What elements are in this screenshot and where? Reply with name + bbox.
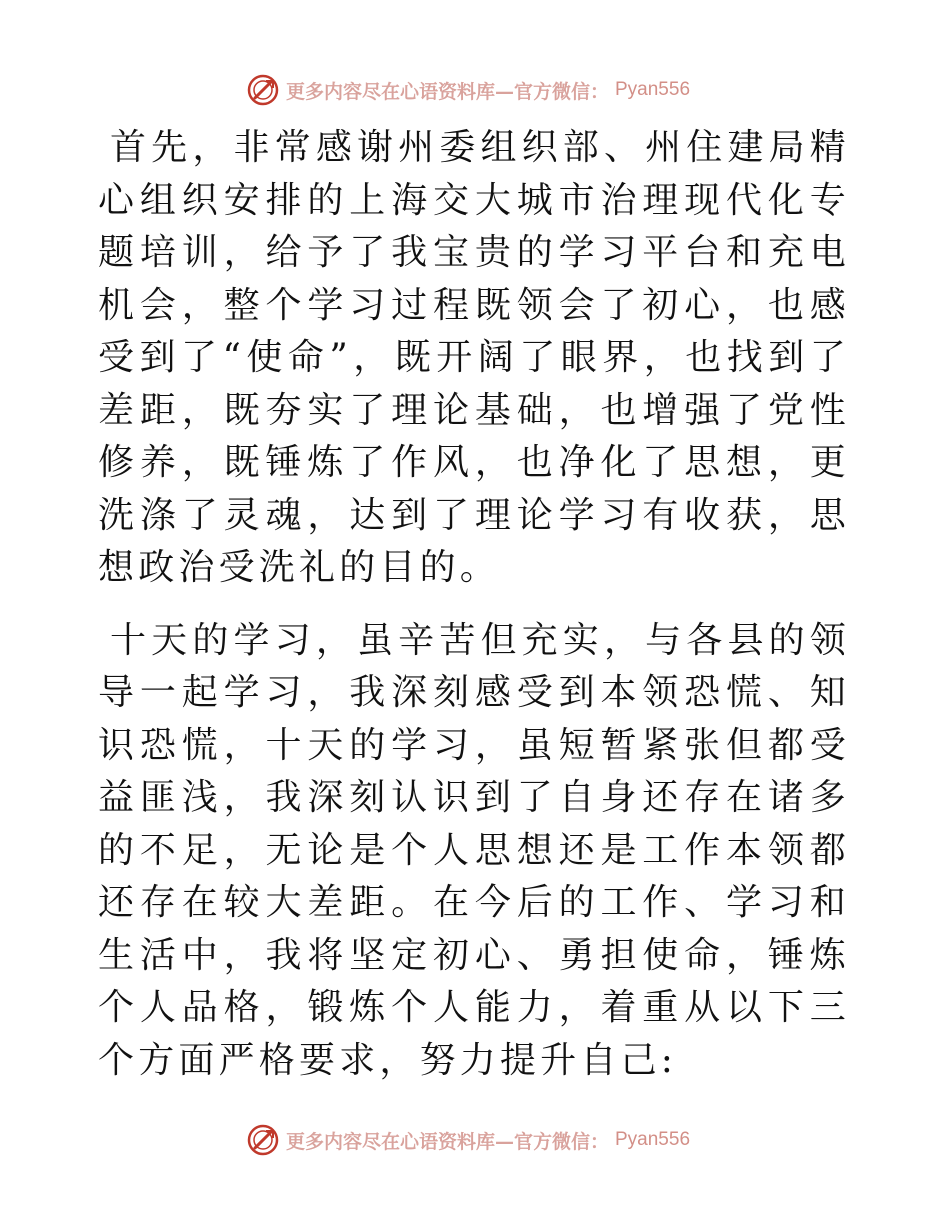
footer-banner-text: 更多内容尽在心语资料库—官方微信： bbox=[285, 1130, 609, 1153]
header-banner-text: 更多内容尽在心语资料库—官方微信： bbox=[285, 80, 609, 103]
footer-wechat-id: Pyan556 bbox=[615, 1129, 691, 1150]
paragraph-1: 首先，非常感谢州委组织部、州住建局精心组织安排的上海交大城市治理现代化专题培训，给予了我宝贵的学习平台和充电机会，整个学习过程既领会了初心，也感受到了“使命”，既开阔了眼界，也找到了差距，既夯实了理论基础，也增强了党性修养，既锤炼了作风，也净化了思想，更洗涤了灵魂，达到了理论学习有收获，思想政治受洗礼的目的。 bbox=[98, 127, 850, 588]
paragraph-2: 十天的学习，虽辛苦但充实，与各县的领导一起学习，我深刻感受到本领恐慌、知识恐慌，十天的学习，虽短暂紧张但都受益匪浅，我深刻认识到了自身还存在诸多的不足，无论是个人思想还是工作本领都还存在较大差距。在今后的工作、学习和生活中，我将坚定初心、勇担使命，锤炼个人品格，锻炼个人能力，着重从以下三个方面严格要求，努力提升自己: bbox=[98, 619, 850, 1081]
seal-logo-icon bbox=[246, 73, 280, 107]
footer-banner bbox=[0, 1120, 950, 1160]
header-wechat-id: Pyan556 bbox=[615, 79, 691, 100]
document-body bbox=[98, 122, 850, 1087]
header-banner-inner bbox=[246, 73, 690, 107]
header-banner bbox=[0, 70, 950, 110]
footer-banner-inner bbox=[246, 1123, 690, 1157]
seal-logo-icon bbox=[246, 1123, 280, 1157]
